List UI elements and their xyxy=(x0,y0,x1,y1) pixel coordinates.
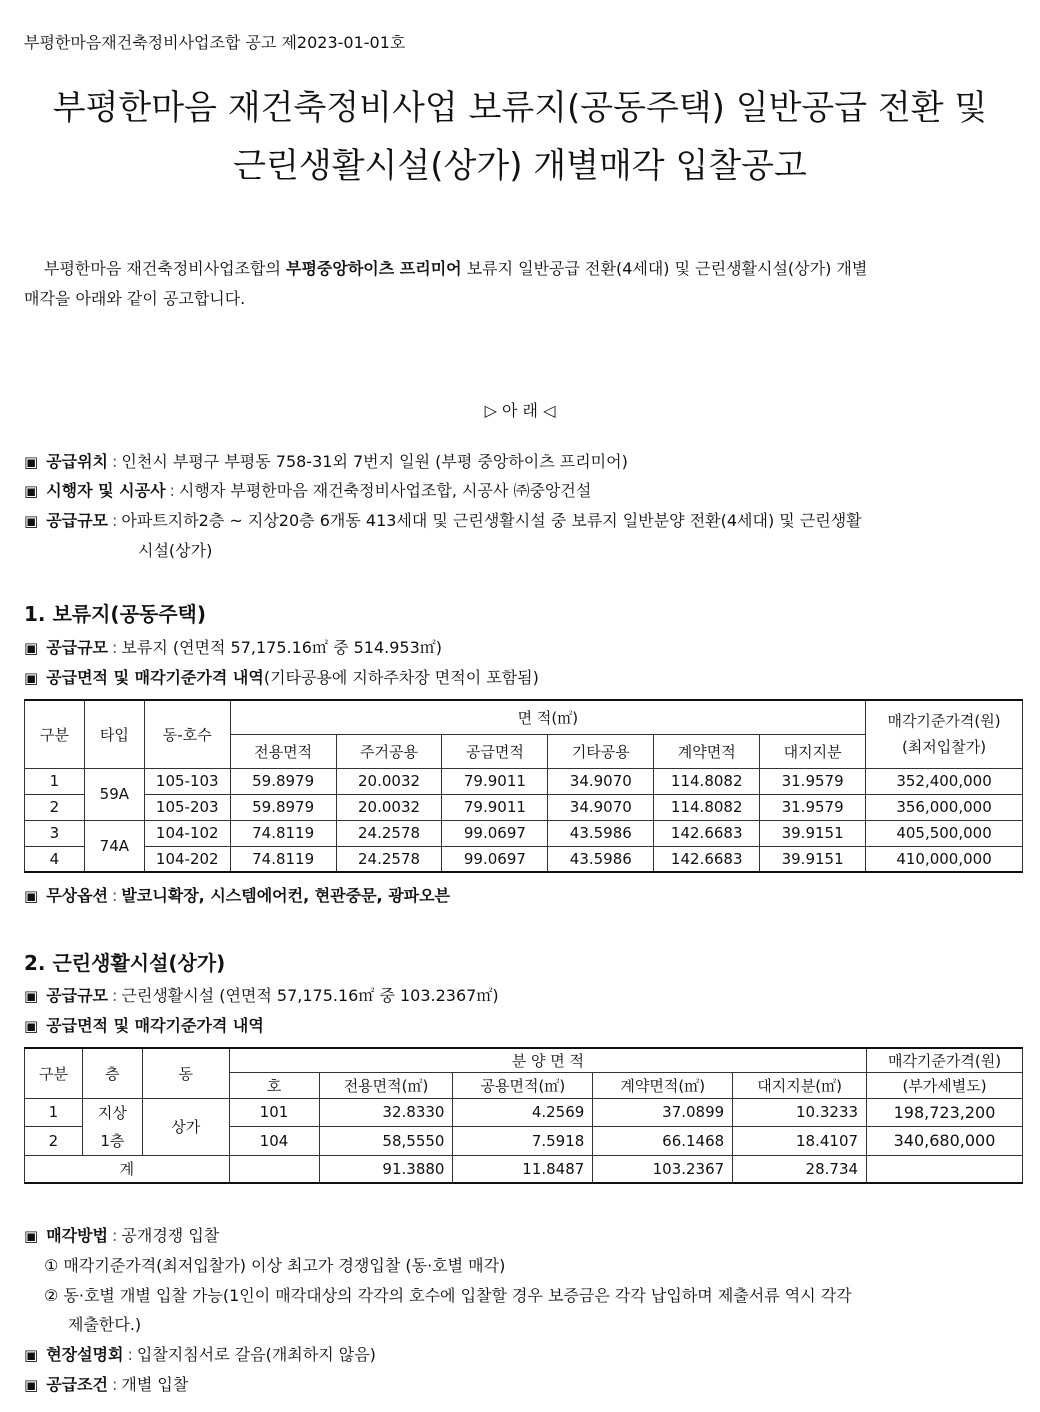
site-briefing: ▣ 현장설명회 : 입찰지침서로 갈음(개최하지 않음) xyxy=(24,1341,376,1369)
bullet-label: 시행자 및 시공사 xyxy=(46,481,166,500)
col-header: 면 적(㎡) xyxy=(230,700,865,734)
bullet-value: 발코니확장, 시스템에어컨, 현관중문, 광파오븐 xyxy=(121,886,451,905)
page-title-line1: 부평한마음 재건축정비사업 보류지(공동주택) 일반공급 전환 및 xyxy=(52,88,988,128)
bullet-value: 개별 입찰 xyxy=(121,1375,189,1394)
bullet-scale: ▣ 공급규모 : 아파트지하2층 ~ 지상20층 6개동 413세대 및 근린생활시설 중 보류지 일반분양 전환(4세대) 및 근린생활 xyxy=(24,507,862,535)
col-header: 구분 xyxy=(25,1048,83,1098)
sale-method: ▣ 매각방법 : 공개경쟁 입찰 xyxy=(24,1222,219,1250)
sub-header: 계약면적(㎡) xyxy=(593,1072,733,1098)
bullet-label: 매각방법 xyxy=(46,1226,109,1245)
type-cell: 74A xyxy=(84,820,144,872)
bullet-value: 시행자 부평한마음 재건축정비사업조합, 시공사 ㈜중앙건설 xyxy=(178,481,592,500)
bullet-square-icon: ▣ xyxy=(24,887,39,905)
bullet-square-icon: ▣ xyxy=(24,1376,39,1394)
type-cell: 59A xyxy=(84,768,144,820)
section2-heading: 2. 근린생활시설(상가) xyxy=(24,951,226,975)
intro-text: 보류지 일반공급 전환(4세대) 및 근린생활시설(상가) 개별 xyxy=(461,259,868,278)
bullet-label: 현장설명회 xyxy=(46,1345,124,1364)
bullet-label: 공급면적 및 매각기준가격 내역 xyxy=(46,668,264,687)
section1-area xyxy=(24,664,539,692)
bullet-location: ▣ 공급위치 : 인천시 부평구 부평동 758-31외 7번지 일원 (부평 중앙하이츠 프리미어) xyxy=(24,448,628,476)
sale-item-1: ① 매각기준가격(최저입찰가) 이상 최고가 경쟁입찰 (동·호별 매각) xyxy=(44,1256,506,1275)
section1-heading: 1. 보류지(공동주택) xyxy=(24,602,206,626)
section1-options: ▣ 무상옵션 : 발코니확장, 시스템에어컨, 현관중문, 광파오븐 xyxy=(24,882,450,910)
col-header: 분 양 면 적 xyxy=(229,1048,866,1072)
bullet-square-icon: ▣ xyxy=(24,669,39,687)
bullet-square-icon: ▣ xyxy=(24,639,39,657)
housing-table xyxy=(24,699,1023,873)
bullet-square-icon: ▣ xyxy=(24,1227,39,1245)
notice-number: 부평한마음재건축정비사업조합 공고 제2023-01-01호 xyxy=(24,33,406,52)
table-row: 3 74A 104-102 74.8119 24.2578 99.0697 43.5986 142.6683 39.9151 405,500,000 xyxy=(25,820,1023,846)
table-row: 4 104-202 74.8119 24.2578 99.0697 43.5986 142.6683 39.9151 410,000,000 xyxy=(25,846,1023,872)
bullet-value-cont: 시설(상가) xyxy=(138,541,213,560)
intro-text: 매각을 아래와 같이 공고합니다. xyxy=(24,289,246,308)
bullet-label: 공급규모 xyxy=(46,511,109,530)
bullet-square-icon: ▣ xyxy=(24,512,39,530)
bullet-square-icon: ▣ xyxy=(24,482,39,500)
supply-condition: ▣ 공급조건 : 개별 입찰 xyxy=(24,1371,188,1399)
bullet-value: 입찰지침서로 갈음(개최하지 않음) xyxy=(136,1345,376,1364)
section1-scale: ▣ 공급규모 : 보류지 (연면적 57,175.16㎡ 중 514.953㎡) xyxy=(24,634,442,662)
bullet-label: 공급규모 xyxy=(46,986,109,1005)
below-label: ▷ 아 래 ◁ xyxy=(484,401,556,420)
sub-header: 공급면적 xyxy=(442,734,548,768)
table-row: 1 59A 105-103 59.8979 20.0032 79.9011 34.9070 114.8082 31.9579 352,400,000 xyxy=(25,768,1023,794)
col-header: 층 xyxy=(82,1048,142,1098)
shop-table xyxy=(24,1047,1023,1184)
bullet-square-icon: ▣ xyxy=(24,1017,39,1035)
col-header: 동 xyxy=(142,1048,229,1098)
sub-header: 공용면적(㎡) xyxy=(453,1072,593,1098)
bullet-value: 인천시 부평구 부평동 758-31외 7번지 일원 (부평 중앙하이츠 프리미어) xyxy=(121,452,628,471)
bullet-value: 보류지 (연면적 57,175.16㎡ 중 514.953㎡) xyxy=(121,638,443,657)
section2-scale: ▣ 공급규모 : 근린생활시설 (연면적 57,175.16㎡ 중 103.2367㎡) xyxy=(24,982,499,1010)
intro-project-name: 부평중앙하이츠 프리미어 xyxy=(286,259,462,278)
intro-paragraph xyxy=(24,254,1016,314)
bullet-note: (기타공용에 지하주차장 면적이 포함됨) xyxy=(263,668,539,687)
bullet-value: 공개경쟁 입찰 xyxy=(121,1226,220,1245)
bullet-label: 공급면적 및 매각기준가격 내역 xyxy=(46,1016,264,1035)
col-header-price: 매각기준가격(원) xyxy=(867,1048,1023,1072)
bullet-label: 공급위치 xyxy=(46,452,109,471)
floor-cell: 지상 1층 xyxy=(82,1098,142,1155)
table-row: 2 104 58,5550 7.5918 66.1468 18.4107 340,680,000 xyxy=(25,1127,1023,1156)
table-total-row: 계 91.3880 11.8487 103.2367 28.734 xyxy=(25,1155,1023,1183)
table-row: 2 105-203 59.8979 20.0032 79.9011 34.9070 114.8082 31.9579 356,000,000 xyxy=(25,794,1023,820)
intro-text: 부평한마음 재건축정비사업조합의 xyxy=(44,259,287,278)
col-header: 타입 xyxy=(84,700,144,768)
bullet-square-icon: ▣ xyxy=(24,987,39,1005)
table-row: 1 지상 1층 상가 101 32.8330 4.2569 37.0899 10.3233 198,723,200 xyxy=(25,1098,1023,1127)
sub-header: 대지지분 xyxy=(760,734,866,768)
page-title-line2: 근린생활시설(상가) 개별매각 입찰공고 xyxy=(233,146,807,186)
sub-header: 계약면적 xyxy=(654,734,760,768)
sub-header: 호 xyxy=(229,1072,319,1098)
sub-header: 전용면적(㎡) xyxy=(319,1072,453,1098)
bullet-label: 무상옵션 xyxy=(46,886,109,905)
dong-cell: 상가 xyxy=(142,1098,229,1155)
col-header-price-note: (부가세별도) xyxy=(867,1072,1023,1098)
sub-header: 주거공용 xyxy=(336,734,442,768)
sale-item-2: ② 동·호별 개별 입찰 가능(1인이 매각대상의 각각의 호수에 입찰할 경우 보증금은 각각 납입하며 제출서류 역시 각각 xyxy=(44,1286,852,1305)
bullet-value: 아파트지하2층 ~ 지상20층 6개동 413세대 및 근린생활시설 중 보류지 일반분양 전환(4세대) 및 근린생활 xyxy=(121,511,862,530)
bullet-square-icon: ▣ xyxy=(24,1346,39,1364)
col-header: 구분 xyxy=(25,700,85,768)
bullet-square-icon: ▣ xyxy=(24,453,39,471)
section2-area xyxy=(24,1012,264,1040)
sub-header: 대지지분(㎡) xyxy=(733,1072,867,1098)
col-header-price: 매각기준가격(원) (최저입찰가) xyxy=(866,700,1023,768)
bullet-label: 공급규모 xyxy=(46,638,109,657)
sale-item-2-cont: 제출한다.) xyxy=(68,1315,142,1334)
col-header: 동-호수 xyxy=(144,700,230,768)
bullet-developer: ▣ 시행자 및 시공사 : 시행자 부평한마음 재건축정비사업조합, 시공사 ㈜중앙건설 xyxy=(24,477,591,505)
bullet-value: 근린생활시설 (연면적 57,175.16㎡ 중 103.2367㎡) xyxy=(121,986,499,1005)
bullet-label: 공급조건 xyxy=(46,1375,109,1394)
sub-header: 기타공용 xyxy=(548,734,654,768)
sub-header: 전용면적 xyxy=(230,734,336,768)
